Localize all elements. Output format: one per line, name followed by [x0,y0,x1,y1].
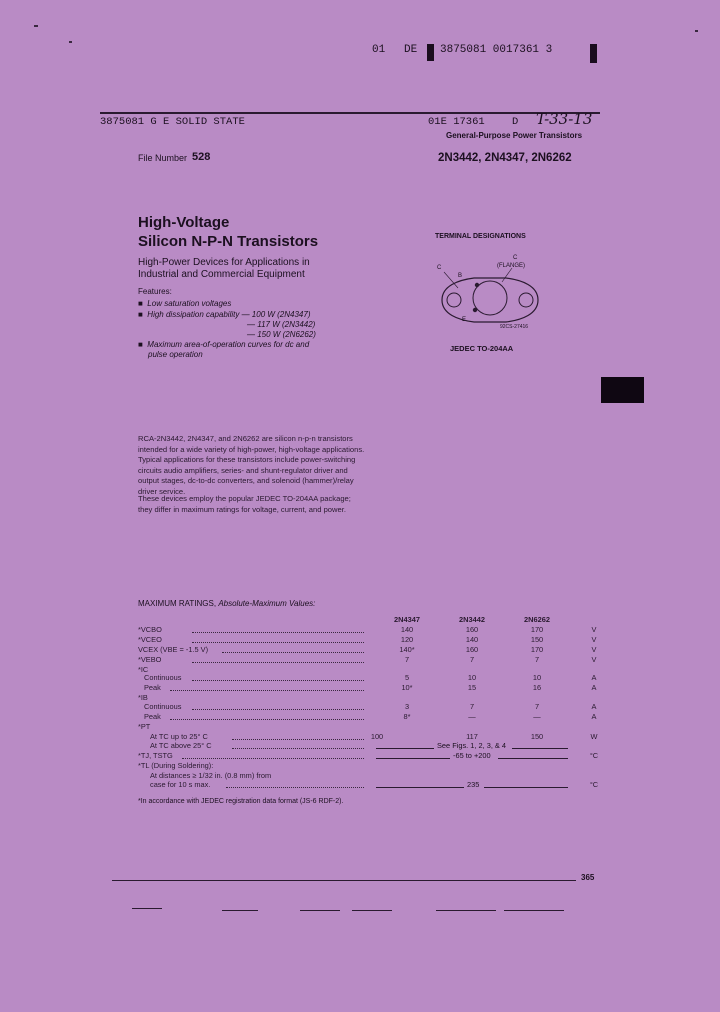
leader-dots [170,719,364,720]
unit: A [591,712,597,721]
ratings-footnote: *In accordance with JEDEC registration data format (JS-6 RDF-2). [138,798,344,805]
leader-dots [232,739,364,740]
feature-item: ■ High dissipation capability — 100 W (2N4347) [138,310,311,319]
doc-code: 01E 17361 [428,116,485,128]
footer-rule-dashed [352,910,392,911]
mount-hole-right [519,293,533,307]
unit: °C [589,780,599,789]
leader-dots [192,642,364,643]
span-rule-right [484,787,568,788]
footer-rule-dashed [222,910,258,911]
cell-2n3442: 7 [469,702,475,711]
row-label: At TC above 25° C [150,741,212,750]
unit: A [591,702,597,711]
leader-dots [192,709,364,710]
cell-2n3442: 160 [465,625,479,634]
cell-2n4347: 8* [403,712,411,721]
span-value: See Figs. 1, 2, 3, & 4 [437,741,507,750]
span-rule-right [512,748,568,749]
unit: A [591,673,597,682]
header-rule [100,112,600,114]
features-heading: Features: [138,287,172,296]
cell-2n4347: 3 [404,702,410,711]
description-p1: RCA-2N3442, 2N4347, and 2N6262 are silicon n-p-n transistors intended for a wide variety of high-power, high-voltage applications. Typical applications for these transistors include power-switching circuits audio amplifiers, series- and shunt-regulator driver and output stages, dc-to-dc converters, and solenoid (hammer)/relay driver service. [138,434,365,496]
diagram-label-c-left: C [437,265,442,271]
unit: V [591,655,597,664]
column-header: 2N3442 [459,615,485,624]
unit: A [591,683,597,692]
row-label: *VCBO [138,625,162,634]
cell-2n4347: 5 [404,673,410,682]
footer-rule-dashed [436,910,496,911]
page-number: 365 [581,873,595,882]
cell-2n3442: 140 [465,635,479,644]
cell-2n6262: 16 [532,683,542,692]
pin-emitter [473,308,477,312]
file-number-label: File Number [138,153,188,163]
unit: °C [589,751,599,760]
cell-2n6262: 150 [530,732,544,741]
span-value: -65 to +200 [453,751,491,760]
ratings-heading: MAXIMUM RATINGS, Absolute-Maximum Values: [138,599,316,608]
diagram-fig-code: 92CS-27416 [500,324,529,330]
diagram-label-flange: (FLANGE) [497,263,526,269]
feature-item-extra: pulse operation [148,350,203,359]
cell-2n4347: 7 [404,655,410,664]
company-line: 3875081 G E SOLID STATE [100,116,245,128]
row-label: *IB [138,693,148,702]
unit: V [591,645,597,654]
cell-2n3442: 160 [465,645,479,654]
cell-2n6262: 7 [534,702,540,711]
row-label: case for 10 s max. [150,780,211,789]
cell-2n6262: 150 [530,635,544,644]
category: General-Purpose Power Transistors [446,131,583,140]
footer-rule-dashed [504,910,564,911]
leader-c [444,272,458,288]
unit: W [590,732,598,741]
cell-2n3442: 15 [467,683,477,692]
cell-2n4347: 10* [401,683,413,692]
row-label: *VCEO [138,635,162,644]
cell-2n4347: 100 [370,732,384,741]
diagram-label-e: E [462,317,467,323]
title-line2: Silicon N-P-N Transistors [138,233,319,250]
column-header: 2N4347 [394,615,420,624]
unit: V [591,635,597,644]
row-label: Continuous [144,702,182,711]
row-label: *IC [138,665,149,674]
bullet-icon: ■ [138,340,143,349]
span-value: 235 [467,780,480,789]
top-code-de: DE [404,44,418,56]
cell-2n3442: 117 [466,732,478,741]
row-label: At TC up to 25° C [150,732,208,741]
cell-2n6262: 10 [532,673,542,682]
package-name: JEDEC TO-204AA [450,344,514,353]
feature-item: ■ Maximum area-of-operation curves for dc and [138,340,310,349]
diagram-label-c-top: C [513,255,518,261]
scan-mark [34,25,38,27]
span-rule-left [376,758,450,759]
diagram-title: TERMINAL DESIGNATIONS [435,233,526,240]
diagram-label-b: B [458,273,463,279]
top-code-block [427,44,434,61]
pin-base [475,283,479,287]
row-label: *TL (During Soldering): [138,761,214,770]
leader-dots [192,632,364,633]
cell-2n3442: — [468,712,476,721]
row-label: *PT [138,722,151,731]
cell-2n4347: 120 [400,635,414,644]
cell-2n3442: 10 [467,673,477,682]
footer-rule-dashed [300,910,340,911]
row-label: Peak [144,683,161,692]
cell-2n6262: 170 [530,645,544,654]
leader-dots [170,690,364,691]
cell-2n6262: 7 [534,655,540,664]
row-label: *TJ, TSTG [138,751,173,760]
leader-dots [182,758,364,759]
cell-2n3442: 7 [469,655,475,664]
leader-flange [502,268,512,282]
subtitle-line1: High-Power Devices for Applications in [138,257,310,268]
span-rule-right [498,758,568,759]
span-rule-left [376,748,434,749]
row-label: VCEX (VBE = -1.5 V) [138,645,209,654]
top-code-bar [590,44,597,63]
leader-dots [232,748,364,749]
footer-rule-dashed [132,908,162,909]
top-code-number: 3875081 0017361 3 [440,44,553,56]
row-label: At distances ≥ 1/32 in. (0.8 mm) from [150,771,272,780]
bullet-icon: ■ [138,299,143,308]
part-numbers: 2N3442, 2N4347, 2N6262 [438,152,572,164]
feature-item-extra: — 117 W (2N3442) [247,320,316,329]
cell-2n6262: 170 [530,625,544,634]
row-label: Continuous [144,673,182,682]
span-rule-left [376,787,464,788]
leader-dots [192,662,364,663]
doc-code-d: D [512,116,519,128]
handwritten-code: T-33-13 [536,110,593,128]
row-label: *VEBO [138,655,162,664]
scan-mark [69,41,72,43]
unit: V [591,625,597,634]
leader-dots [222,652,364,653]
cell-2n4347: 140* [399,645,415,654]
mount-hole-left [447,293,461,307]
leader-dots [192,680,364,681]
feature-item: ■ Low saturation voltages [138,299,232,308]
to204aa-package-diagram [430,260,550,340]
description-p2: These devices employ the popular JEDEC TO-204AA package; they differ in maximum ratings for voltage, current, and power. [138,494,351,514]
cell-2n6262: — [533,712,541,721]
leader-dots [226,787,364,788]
edge-tab [601,377,644,403]
top-code-prefix: 01 [372,44,386,56]
cell-2n4347: 140 [400,625,414,634]
footer-rule [112,880,576,881]
file-number: 528 [192,151,211,163]
bullet-icon: ■ [138,310,143,319]
row-label: Peak [144,712,161,721]
scan-mark [695,30,698,32]
subtitle-line2: Industrial and Commercial Equipment [138,269,305,280]
column-header: 2N6262 [524,615,550,624]
feature-item-extra: — 150 W (2N6262) [247,330,316,339]
title-line1: High-Voltage [138,214,230,231]
